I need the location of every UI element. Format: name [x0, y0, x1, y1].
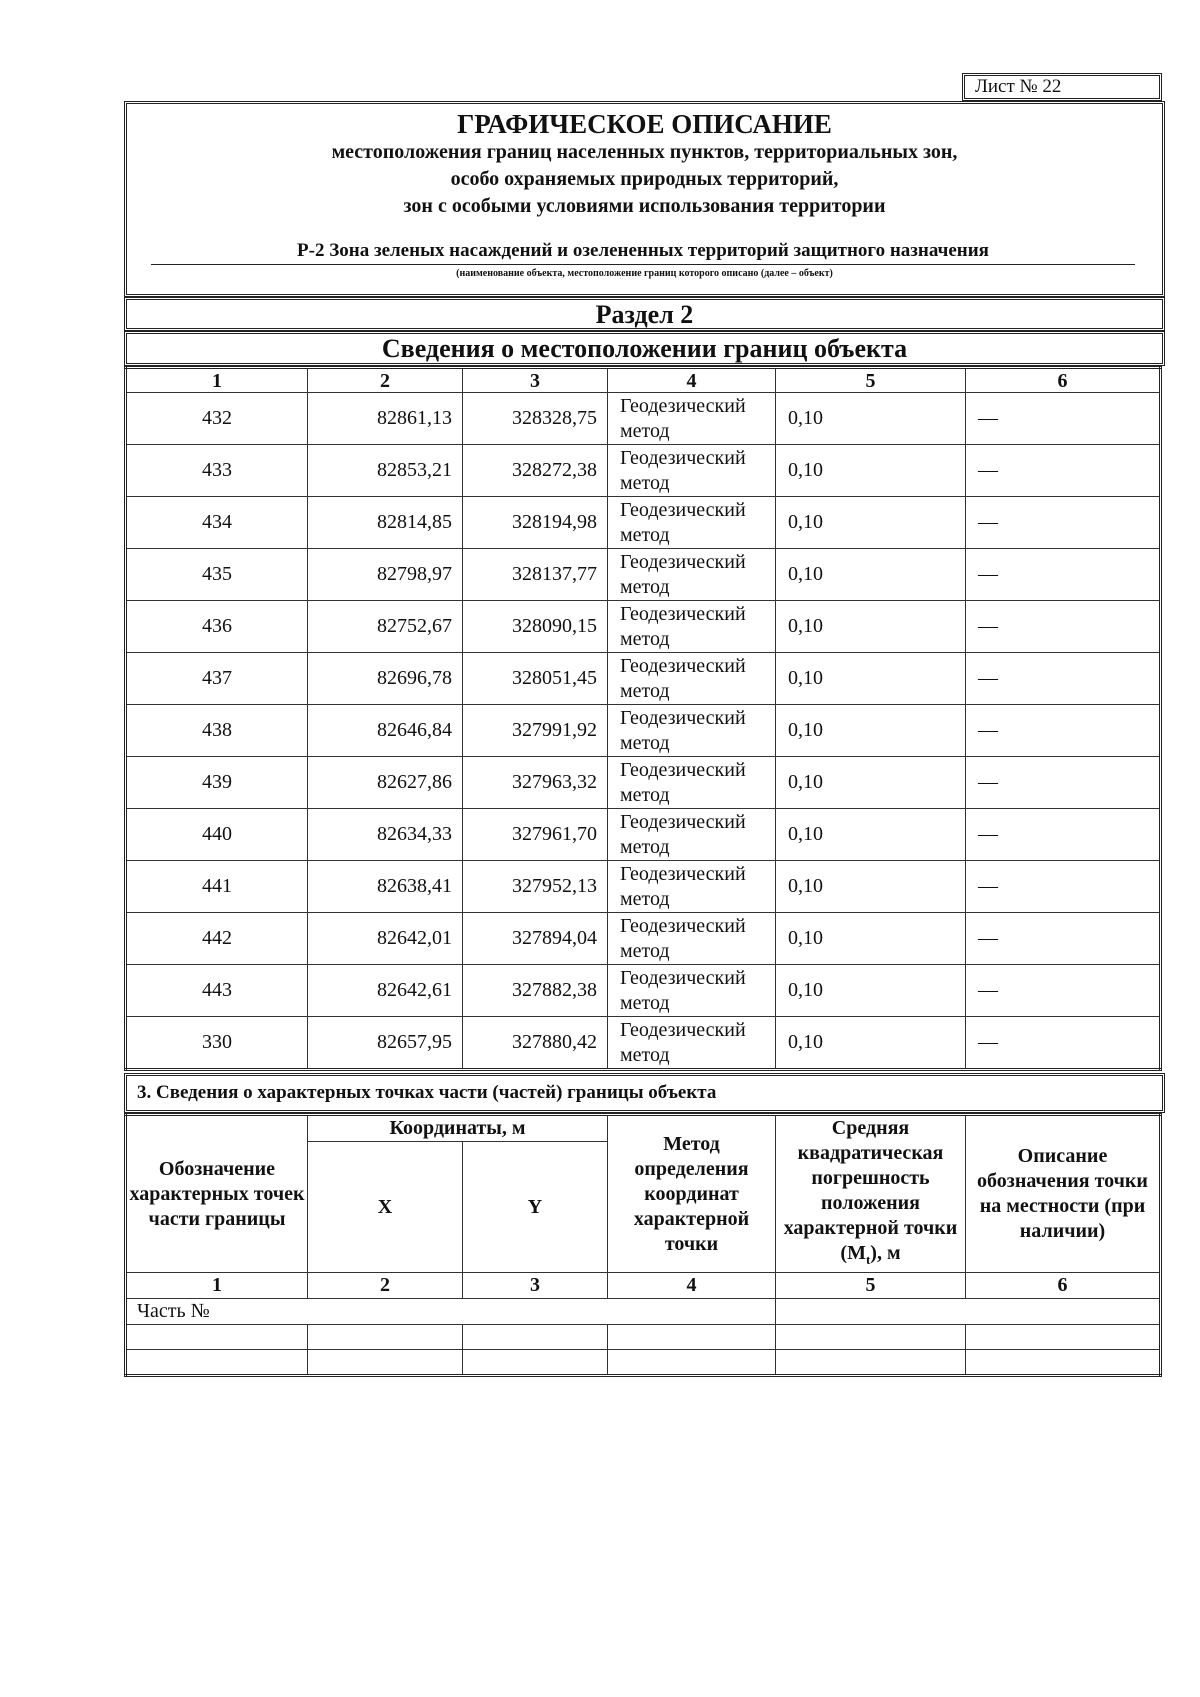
coordinate-y: 328194,98 — [463, 497, 608, 549]
point-number: 440 — [126, 809, 308, 861]
table-row — [126, 913, 1161, 965]
empty-cell — [608, 1325, 776, 1350]
table-row — [126, 809, 1161, 861]
method: Геодезический метод — [608, 965, 776, 1017]
column-number: 6 — [966, 1273, 1161, 1299]
document-header — [124, 101, 1165, 297]
point-number: 433 — [126, 445, 308, 497]
document-subtitle-line-3: зон с особыми условиями использования территории — [403, 195, 886, 217]
method: Геодезический метод — [608, 861, 776, 913]
mean-error: 0,10 — [776, 393, 966, 445]
document-subtitle-line-2: особо охраняемых природных территорий, — [450, 168, 839, 190]
mean-error: 0,10 — [776, 965, 966, 1017]
table-row — [126, 705, 1161, 757]
point-number: 442 — [126, 913, 308, 965]
coordinate-y: 328090,15 — [463, 601, 608, 653]
table-row — [126, 393, 1161, 445]
empty-cell — [463, 1350, 608, 1376]
coordinate-y: 327894,04 — [463, 913, 608, 965]
header-coordinates: Координаты, м — [308, 1115, 608, 1142]
coordinate-y: 328137,77 — [463, 549, 608, 601]
method: Геодезический метод — [608, 549, 776, 601]
mean-error: 0,10 — [776, 757, 966, 809]
coordinate-y: 327952,13 — [463, 861, 608, 913]
column-number: 4 — [608, 1273, 776, 1299]
empty-cell — [608, 1350, 776, 1376]
coordinate-x: 82798,97 — [308, 549, 463, 601]
point-description: — — [966, 705, 1161, 757]
coordinate-y: 327882,38 — [463, 965, 608, 1017]
object-name-caption: (наименование объекта, местоположение границ которого описано (далее – объект) — [456, 268, 833, 279]
method: Геодезический метод — [608, 913, 776, 965]
coordinate-x: 82657,95 — [308, 1017, 463, 1070]
section3-title: 3. Сведения о характерных точках части (частей) границы объекта — [124, 1073, 1165, 1113]
empty-cell — [776, 1350, 966, 1376]
mean-error: 0,10 — [776, 549, 966, 601]
coordinate-x: 82646,84 — [308, 705, 463, 757]
empty-cell — [966, 1350, 1161, 1376]
coordinate-x: 82642,01 — [308, 913, 463, 965]
table-row — [126, 601, 1161, 653]
empty-cell — [463, 1325, 608, 1350]
coordinate-x: 82634,33 — [308, 809, 463, 861]
point-description: — — [966, 757, 1161, 809]
table-row — [126, 1017, 1161, 1070]
section-title: Раздел 2 — [124, 297, 1165, 331]
table-row — [126, 445, 1161, 497]
empty-row — [126, 1350, 1161, 1376]
empty-cell — [126, 1325, 308, 1350]
point-number: 441 — [126, 861, 308, 913]
method: Геодезический метод — [608, 653, 776, 705]
table-row — [126, 757, 1161, 809]
part-empty-cell — [776, 1299, 1161, 1325]
coordinate-x: 82642,61 — [308, 965, 463, 1017]
point-description: — — [966, 861, 1161, 913]
method: Геодезический метод — [608, 601, 776, 653]
method: Геодезический метод — [608, 809, 776, 861]
coordinate-x: 82696,78 — [308, 653, 463, 705]
coordinate-y: 328051,45 — [463, 653, 608, 705]
header-mean-error — [776, 1115, 966, 1273]
document-title: ГРАФИЧЕСКОЕ ОПИСАНИЕ — [457, 109, 832, 139]
section-subtitle: Сведения о местоположении границ объекта — [124, 331, 1165, 366]
method: Геодезический метод — [608, 393, 776, 445]
point-number: 439 — [126, 757, 308, 809]
mean-error: 0,10 — [776, 601, 966, 653]
point-description: — — [966, 393, 1161, 445]
point-description: — — [966, 549, 1161, 601]
point-number: 432 — [126, 393, 308, 445]
empty-cell — [966, 1325, 1161, 1350]
method: Геодезический метод — [608, 1017, 776, 1070]
point-number: 437 — [126, 653, 308, 705]
table-row — [126, 549, 1161, 601]
point-description: — — [966, 965, 1161, 1017]
method: Геодезический метод — [608, 705, 776, 757]
column-number: 4 — [608, 368, 776, 393]
header-method: Метод определения координат характерной точки — [608, 1115, 776, 1273]
mean-error: 0,10 — [776, 809, 966, 861]
table-row — [126, 497, 1161, 549]
part-points-table — [124, 1113, 1162, 1377]
column-number: 6 — [966, 368, 1161, 393]
mean-error: 0,10 — [776, 1017, 966, 1070]
coordinate-y: 327880,42 — [463, 1017, 608, 1070]
coordinate-x: 82861,13 — [308, 393, 463, 445]
point-description: — — [966, 809, 1161, 861]
point-description: — — [966, 653, 1161, 705]
mean-error: 0,10 — [776, 497, 966, 549]
header-y: Y — [463, 1142, 608, 1273]
point-description: — — [966, 913, 1161, 965]
coordinate-y: 327961,70 — [463, 809, 608, 861]
document-subtitle-line-1: местоположения границ населенных пунктов, территориальных зон, — [331, 141, 958, 163]
point-number: 436 — [126, 601, 308, 653]
point-description: — — [966, 1017, 1161, 1070]
column-number: 3 — [463, 368, 608, 393]
coordinate-x: 82853,21 — [308, 445, 463, 497]
coordinate-x: 82752,67 — [308, 601, 463, 653]
coordinate-y: 327991,92 — [463, 705, 608, 757]
header-x: X — [308, 1142, 463, 1273]
column-number: 1 — [126, 368, 308, 393]
column-number-row — [126, 368, 1161, 393]
sheet-number-box: Лист № 22 — [962, 73, 1162, 101]
column-number: 5 — [776, 1273, 966, 1299]
table-row — [126, 653, 1161, 705]
method: Геодезический метод — [608, 497, 776, 549]
column-number: 3 — [463, 1273, 608, 1299]
coordinate-y: 328328,75 — [463, 393, 608, 445]
table-row — [126, 861, 1161, 913]
point-description: — — [966, 601, 1161, 653]
mean-error: 0,10 — [776, 653, 966, 705]
object-name: Р-2 Зона зеленых насаждений и озелененных территорий защитного назначения — [151, 240, 1135, 265]
empty-row — [126, 1325, 1161, 1350]
point-number: 330 — [126, 1017, 308, 1070]
coordinate-y: 327963,32 — [463, 757, 608, 809]
point-number: 438 — [126, 705, 308, 757]
coordinate-x: 82627,86 — [308, 757, 463, 809]
coordinate-x: 82638,41 — [308, 861, 463, 913]
column-number: 2 — [308, 368, 463, 393]
point-description: — — [966, 497, 1161, 549]
empty-cell — [776, 1325, 966, 1350]
column-number: 1 — [126, 1273, 308, 1299]
header-point-designation: Обозначение характерных точек части границы — [126, 1115, 308, 1273]
coordinate-x: 82814,85 — [308, 497, 463, 549]
point-number: 434 — [126, 497, 308, 549]
mean-error: 0,10 — [776, 913, 966, 965]
column-number: 5 — [776, 368, 966, 393]
point-number: 443 — [126, 965, 308, 1017]
point-number: 435 — [126, 549, 308, 601]
mean-error: 0,10 — [776, 705, 966, 757]
method: Геодезический метод — [608, 445, 776, 497]
table-row — [126, 965, 1161, 1017]
header-mean-error-unit: ), м — [870, 1242, 901, 1264]
header-mean-error-subscript: t — [865, 1252, 871, 1267]
coordinate-y: 328272,38 — [463, 445, 608, 497]
boundary-points-table — [124, 366, 1162, 1071]
empty-cell — [126, 1350, 308, 1376]
column-number: 2 — [308, 1273, 463, 1299]
empty-cell — [308, 1350, 463, 1376]
mean-error: 0,10 — [776, 445, 966, 497]
part-label: Часть № — [126, 1299, 776, 1325]
mean-error: 0,10 — [776, 861, 966, 913]
header-mean-error-text: Средняя квадратическая погрешность положения характерной точки (M — [783, 1117, 958, 1264]
empty-cell — [308, 1325, 463, 1350]
method: Геодезический метод — [608, 757, 776, 809]
header-description: Описание обозначения точки на местности (при наличии) — [966, 1115, 1161, 1273]
part-row — [126, 1299, 1161, 1325]
point-description: — — [966, 445, 1161, 497]
column-number-row — [126, 1273, 1161, 1299]
